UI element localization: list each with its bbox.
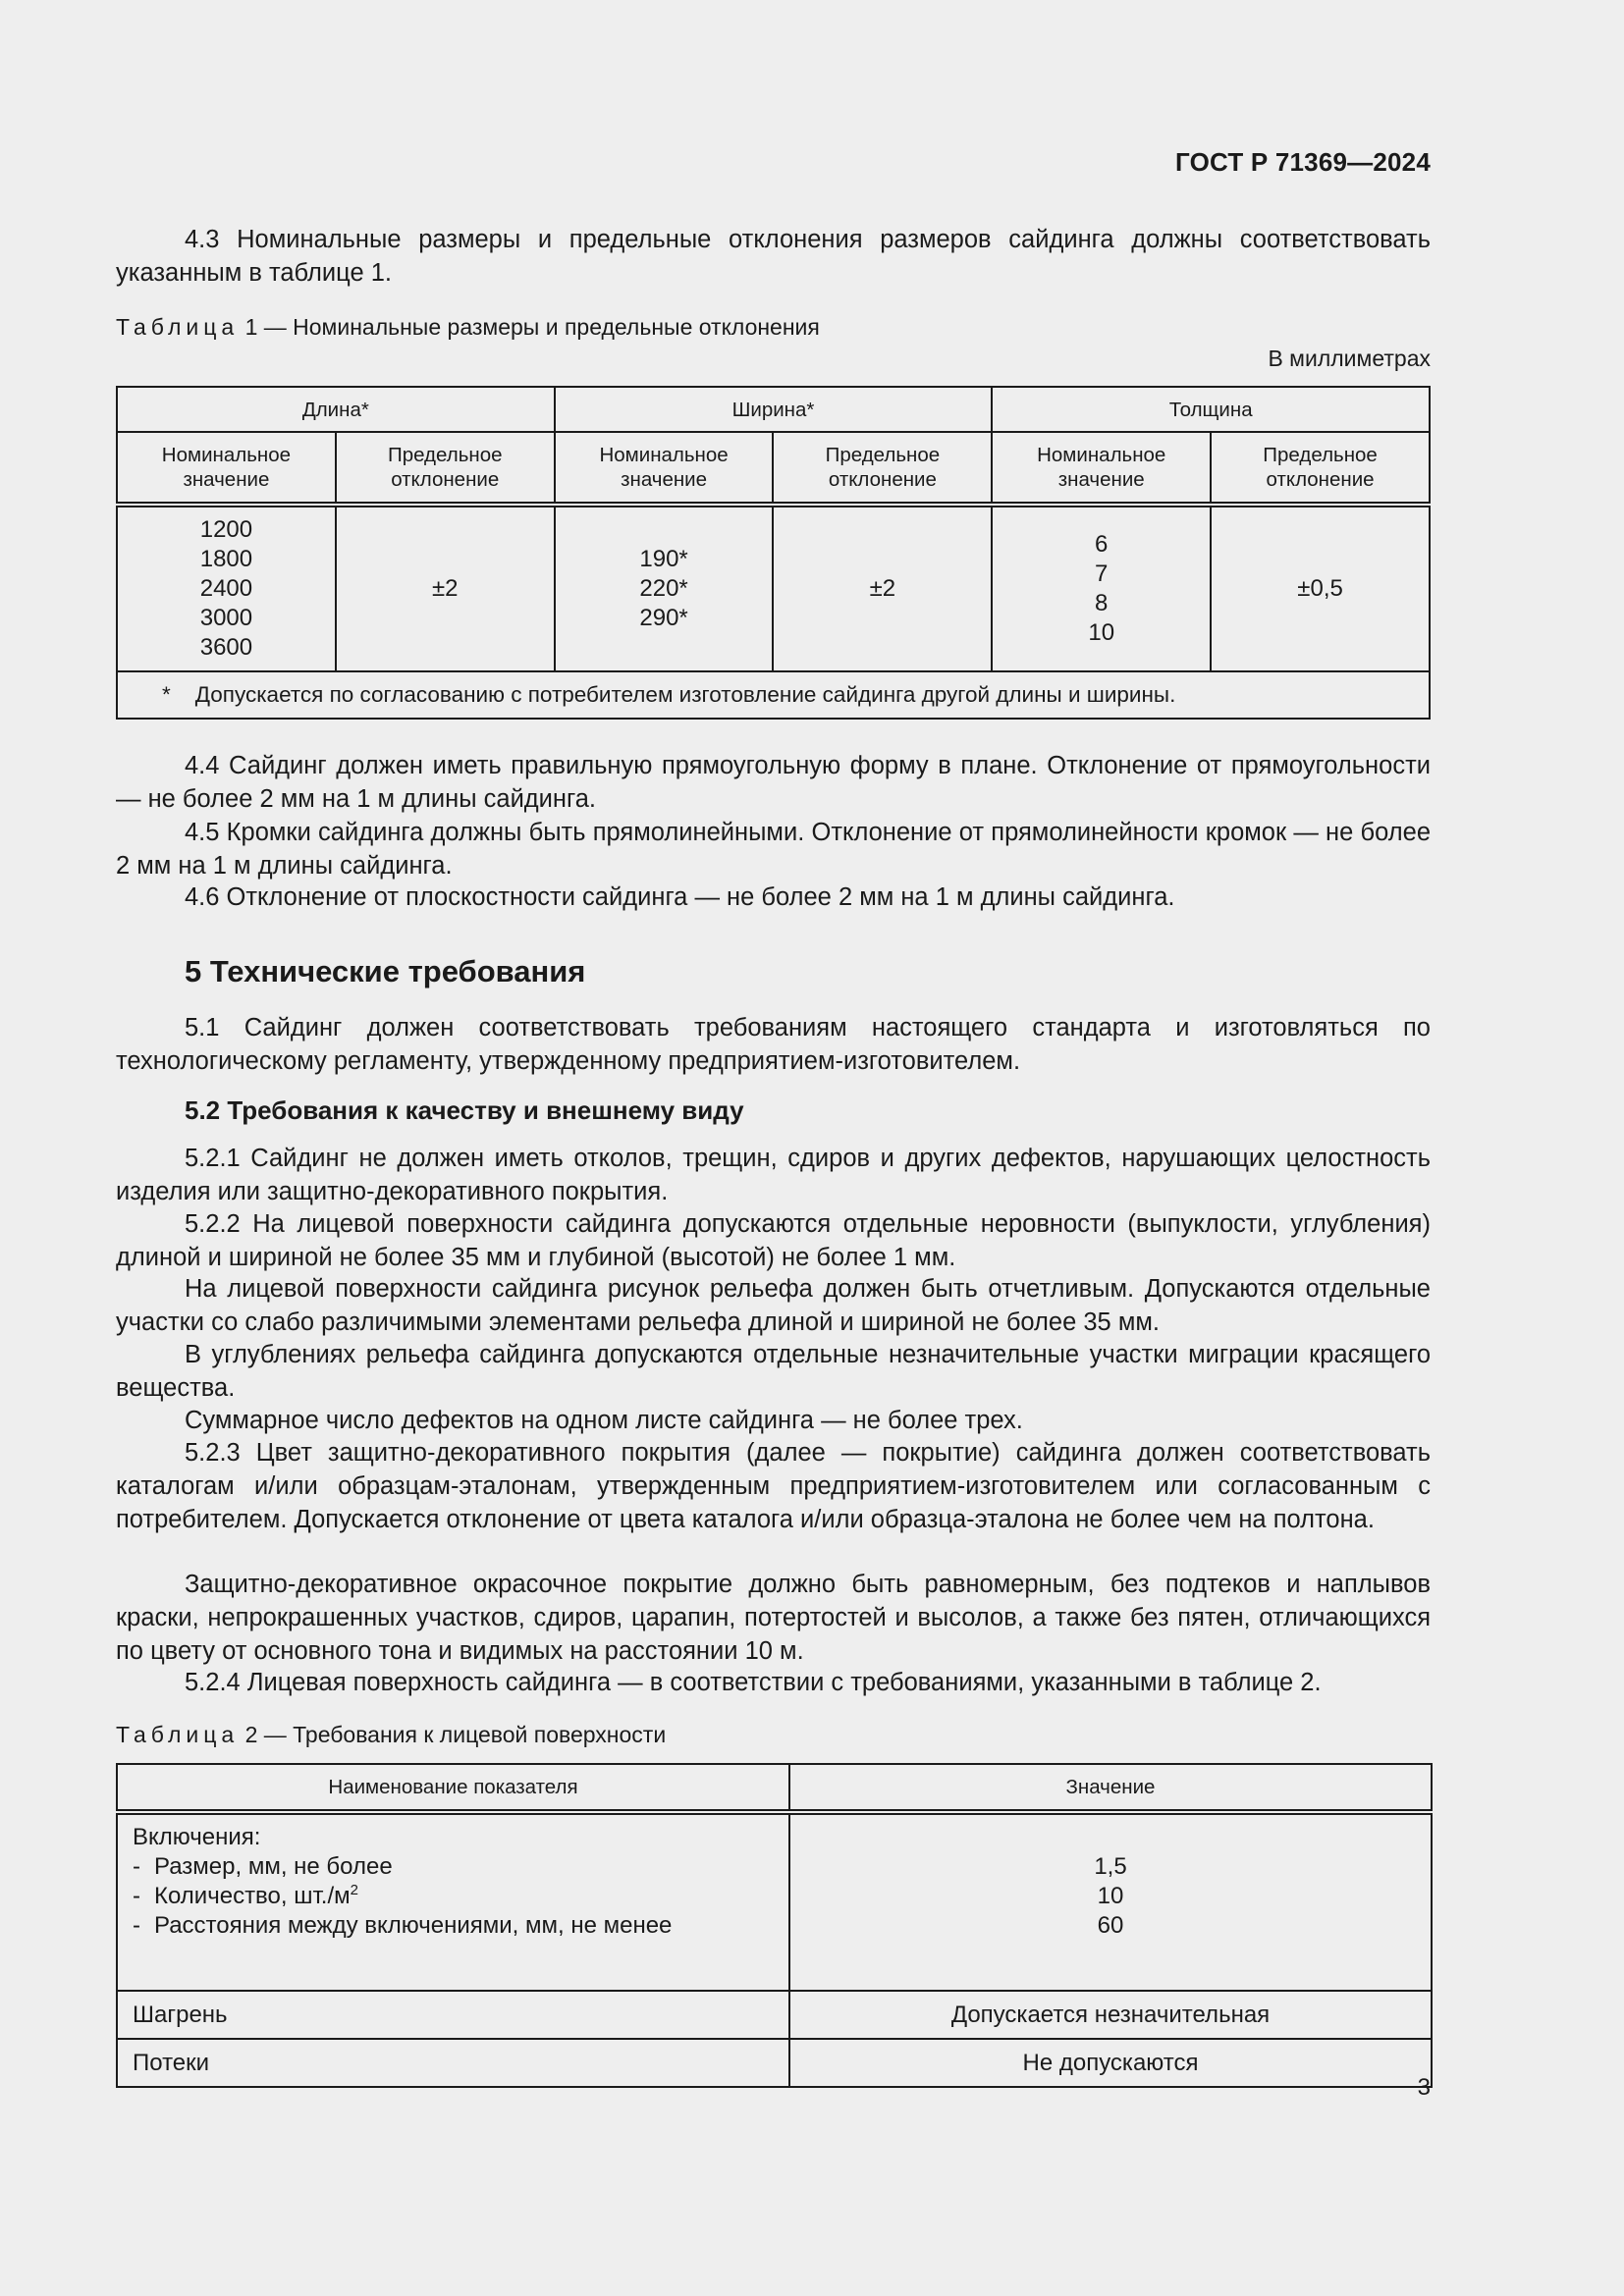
footnote-text: Допускается по согласованию с потребителем изготовление сайдинга другой длины и ширины. (194, 682, 1176, 707)
paragraph-5-2-1: 5.2.1 Сайдинг не должен иметь отколов, трещин, сдиров и других дефектов, нарушающих целостность изделия или защитно-декоративного покрытия. (116, 1145, 1431, 1205)
table2-header-name: Наименование показателя (117, 1764, 789, 1812)
table2-shagreen-label: Шагрень (117, 1991, 789, 2039)
paragraph-5-2-3-coating: Защитно-декоративное окрасочное покрытие должно быть равномерным, без подтеков и наплывов краски, непрокрашенных участков, сдиров, царапин, потертостей и высолов, а также без пятен, отличающихся по цвету от основного тона и видимых на расстоянии 10 м. (116, 1571, 1431, 1665)
paragraph-5-2-2-migration: В углублениях рельефа сайдинга допускаются отдельные незначительные участки миграции красящего вещества. (116, 1341, 1431, 1402)
table1-caption (116, 312, 1431, 342)
document-code-header: ГОСТ Р 71369—2024 (1175, 147, 1431, 177)
value: 2400 (199, 575, 253, 602)
label: Количество, шт./м (154, 1883, 351, 1909)
table1-caption-prefix: Таблица (116, 314, 240, 340)
table1-group-width: Ширина* (555, 387, 993, 432)
label: Размер, мм, не более (154, 1853, 393, 1880)
table1-container (116, 386, 1431, 720)
table1-subheader: Предельное отклонение (773, 432, 992, 505)
table2-header-value: Значение (789, 1764, 1432, 1812)
table1-subheader: Предельное отклонение (336, 432, 555, 505)
table2-drips-value: Не допускаются (789, 2039, 1432, 2087)
dash: - (133, 1883, 140, 1909)
table1-width-nominal (555, 505, 774, 671)
value: 6 (1095, 531, 1109, 558)
value: 10 (1088, 619, 1115, 646)
table1-footnote-row (117, 671, 1430, 719)
paragraph-5-2-2-relief: На лицевой поверхности сайдинга рисунок рельефа должен быть отчетливым. Допускаются отдельные участки со слабо различимыми элементами рельефа длиной и шириной не более 35 мм. (116, 1275, 1431, 1336)
table1-subheader-row (117, 432, 1430, 505)
table1-group-length: Длина* (117, 387, 555, 432)
value: 60 (1097, 1912, 1124, 1939)
value: 220* (639, 575, 688, 602)
dash: - (133, 1853, 140, 1880)
table1 (116, 386, 1431, 720)
dash: - (133, 1912, 140, 1939)
table1-subheader: Номинальное значение (117, 432, 336, 505)
table1-subheader: Номинальное значение (992, 432, 1211, 505)
table2-shagreen-value: Допускается незначительная (789, 1991, 1432, 2039)
value: 190* (639, 546, 688, 572)
table2 (116, 1763, 1433, 2088)
paragraph-5-2-4: 5.2.4 Лицевая поверхность сайдинга — в соответствии с требованиями, указанными в таблице 2. (185, 1669, 1322, 1696)
table2-row-inclusions (117, 1812, 1432, 1991)
inclusion-item-count (133, 1882, 788, 1911)
paragraph-5-2-2-total: Суммарное число дефектов на одном листе сайдинга — не более трех. (185, 1407, 1023, 1434)
table1-group-header-row (117, 387, 1430, 432)
table1-group-thickness: Толщина (992, 387, 1430, 432)
table1-length-tolerance: ±2 (336, 505, 555, 671)
table1-subheader: Предельное отклонение (1211, 432, 1430, 505)
table2-inclusions-label (117, 1812, 789, 1991)
table1-thickness-nominal (992, 505, 1211, 671)
footnote-mark: * (162, 682, 171, 707)
table2-row-shagreen (117, 1991, 1432, 2039)
value: 8 (1095, 590, 1109, 616)
table2-caption-prefix: Таблица (116, 1722, 240, 1747)
label: Расстояния между включениями, мм, не менее (154, 1912, 673, 1939)
table2-caption (116, 1720, 1431, 1749)
table1-length-nominal (117, 505, 336, 671)
paragraph-5-2-2: 5.2.2 На лицевой поверхности сайдинга допускаются отдельные неровности (выпуклости, углубления) длиной и шириной не более 35 мм и глубиной (высотой) не более 1 мм. (116, 1210, 1431, 1271)
table2-inclusions-values (789, 1812, 1432, 1991)
paragraph-4-3: 4.3 Номинальные размеры и предельные отклонения размеров сайдинга должны соответствовать указанным в таблице 1. (116, 226, 1431, 287)
paragraph-4-4: 4.4 Сайдинг должен иметь правильную прямоугольную форму в плане. Отклонение от прямоугольности — не более 2 мм на 1 м длины сайдинга. (116, 752, 1431, 813)
value: 7 (1095, 561, 1109, 587)
paragraph-4-6: 4.6 Отклонение от плоскостности сайдинга — не более 2 мм на 1 м длины сайдинга. (185, 883, 1175, 911)
table1-width-tolerance: ±2 (773, 505, 992, 671)
paragraph-5-2-3: 5.2.3 Цвет защитно-декоративного покрытия (далее — покрытие) сайдинга должен соответствовать каталогам и/или образцам-эталонам, утвержденным предприятием-изготовителем или согласованным с потребителем. Допускается отклонение от цвета каталога и/или образца-эталона не более чем на полтона. (116, 1439, 1431, 1533)
value: 290* (639, 605, 688, 631)
page-number: 3 (1417, 2074, 1431, 2101)
inclusion-item-size (133, 1852, 788, 1882)
table2-drips-label: Потеки (117, 2039, 789, 2087)
inclusions-title: Включения: (133, 1824, 261, 1850)
value: 1,5 (1094, 1853, 1127, 1880)
table2-header-row (117, 1764, 1432, 1812)
value: 1200 (199, 516, 253, 543)
table1-thickness-tolerance: ±0,5 (1211, 505, 1430, 671)
paragraph-5-1: 5.1 Сайдинг должен соответствовать требованиям настоящего стандарта и изготовляться по технологическому регламенту, утвержденному предприятием-изготовителем. (116, 1014, 1431, 1075)
table1-units: В миллиметрах (1268, 346, 1431, 371)
value: 3600 (199, 634, 253, 661)
inclusion-item-distance (133, 1911, 788, 1941)
value: 10 (1097, 1883, 1124, 1909)
table1-footnote (117, 671, 1430, 719)
table1-caption-title: 1 — Номинальные размеры и предельные отклонения (244, 314, 820, 340)
table2-row-drips (117, 2039, 1432, 2087)
superscript: 2 (350, 1882, 358, 1898)
section-5-heading: 5 Технические требования (185, 954, 586, 988)
table2-caption-title: 2 — Требования к лицевой поверхности (244, 1722, 667, 1747)
value: 1800 (199, 546, 253, 572)
section-5-2-heading: 5.2 Требования к качеству и внешнему виду (185, 1095, 744, 1125)
value: 3000 (199, 605, 253, 631)
table2-container (116, 1763, 1431, 2088)
paragraph-4-5: 4.5 Кромки сайдинга должны быть прямолинейными. Отклонение от прямолинейности кромок — не более 2 мм на 1 м длины сайдинга. (116, 819, 1431, 880)
table1-subheader: Номинальное значение (555, 432, 774, 505)
table1-data-row (117, 505, 1430, 671)
